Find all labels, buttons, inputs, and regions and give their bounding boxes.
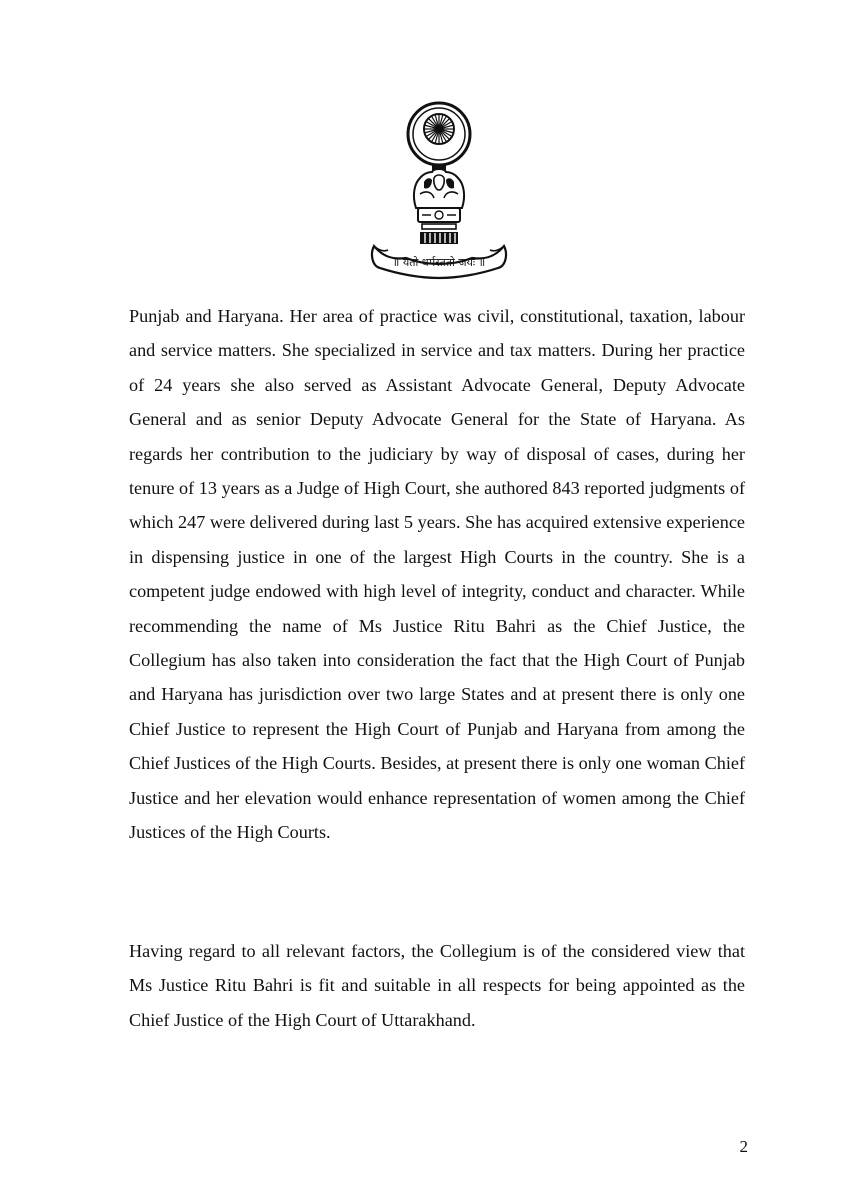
supreme-court-emblem xyxy=(368,98,510,288)
page-number: 2 xyxy=(739,1137,748,1156)
state-emblem-of-india-icon xyxy=(368,98,510,288)
body-paragraph-2: Having regard to all relevant factors, the Collegium is of the considered view that Ms Justice Ritu Bahri is fit and suitable in all respects for being appointed as the Chief Justice of the High Court of Uttarakhand. xyxy=(129,941,745,1030)
emblem-motto: ॥ यतो धर्मस्ततो जयः ॥ xyxy=(392,256,486,269)
body-paragraph-1: Punjab and Haryana. Her area of practice was civil, constitutional, taxation, labour and service matters. She specialized in service and tax matters. During her practice of 24 years she also served as Assistant Advocate General, Deputy Advocate General and as senior Deputy Advocate General for the State of Haryana. As regards her contribution to the judiciary by way of disposal of cases, during her tenure of 13 years as a Judge of High Court, she authored 843 reported judgments of which 247 were delivered during last 5 years. She has acquired extensive experience in dispensing justice in one of the largest High Courts in the country. She is a competent judge endowed with high level of integrity, conduct and character. While recommending the name of Ms Justice Ritu Bahri as the Chief Justice, the Collegium has also taken into consideration the fact that the High Court of Punjab and Haryana has jurisdiction over two large States and at present there is only one Chief Justice to represent the High Court of Punjab and Haryana from among the Chief Justices of the High Courts. Besides, at present there is only one woman Chief Justice and her elevation would enhance representation of women among the Chief Justices of the High Courts. xyxy=(129,306,745,843)
